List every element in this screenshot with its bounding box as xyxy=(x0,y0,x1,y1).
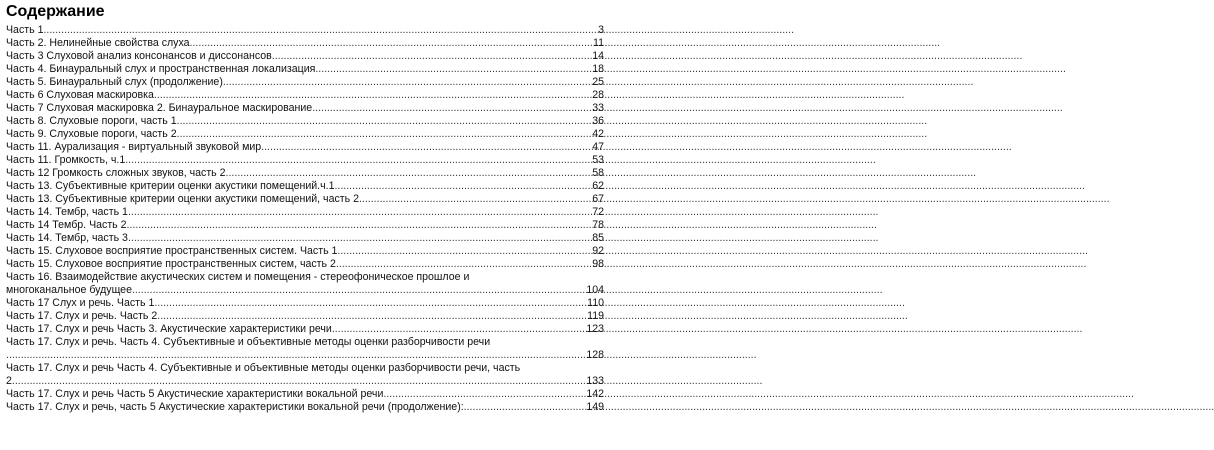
toc-page-number: 53 xyxy=(592,154,604,166)
toc-entry-text: Часть 13. Субъективные критерии оценки акустики помещений, часть 2 xyxy=(6,193,359,205)
toc-entry[interactable] xyxy=(6,167,604,180)
toc-entry-text: Часть 17. Слух и речь Часть 4. Субъективные и объективные методы оценки разборчивости речи, часть xyxy=(6,362,521,374)
toc-page-number: 28 xyxy=(592,89,604,101)
toc-entry[interactable] xyxy=(6,180,604,193)
dot-leader xyxy=(315,63,592,76)
toc-page-number: 110 xyxy=(587,297,604,309)
toc-entry[interactable] xyxy=(6,336,604,362)
toc-entry[interactable] xyxy=(6,219,604,232)
dot-leader xyxy=(127,219,592,232)
toc-entry-text: Часть 4. Бинауральный слух и пространственная локализация xyxy=(6,63,316,75)
toc-entry[interactable] xyxy=(6,297,604,310)
toc-page-number: 67 xyxy=(592,193,604,205)
toc-page-number: 25 xyxy=(592,76,604,88)
dot-leader xyxy=(332,323,586,336)
toc-entry[interactable] xyxy=(6,76,604,89)
dot-leader xyxy=(128,206,592,219)
toc-page-number: 62 xyxy=(592,180,604,192)
toc-page-number: 142 xyxy=(586,388,604,400)
toc-entry[interactable] xyxy=(6,50,604,63)
toc-page-number: 72 xyxy=(592,206,604,218)
toc-page-number: 92 xyxy=(592,245,604,257)
toc-entry-text: Часть 14 Тембр. Часть 2 xyxy=(6,219,127,231)
toc-entry[interactable] xyxy=(6,388,604,401)
toc-entry-text: Часть 15. Слуховое восприятие пространственных систем, часть 2 xyxy=(6,258,336,270)
toc-page-number: 119 xyxy=(587,310,604,322)
dot-leader xyxy=(154,297,587,310)
dot-leader xyxy=(128,232,592,245)
dot-leader xyxy=(334,180,592,193)
dot-leader xyxy=(12,375,586,388)
toc-entry-text: Часть 15. Слуховое восприятие пространственных систем. Часть 1 xyxy=(6,245,338,257)
toc-entry-text-continued: многоканальное будущее xyxy=(6,284,132,296)
dot-leader xyxy=(154,89,592,102)
dot-leader xyxy=(190,37,592,50)
toc-entry-text: Часть 17. Слух и речь. Часть 4. Субъективные и объективные методы оценки разборчивости речи xyxy=(6,336,491,348)
dot-leader xyxy=(359,193,592,206)
toc-entry-text: Часть 17. Слух и речь. Часть 2 xyxy=(6,310,158,322)
toc-entry-text: Часть 11. Аурализация - виртуальный звуковой мир xyxy=(6,141,262,153)
toc-entry-text: Часть 13. Субъективные критерии оценки акустики помещений.ч.1 xyxy=(6,180,335,192)
toc-entry-text: Часть 12 Громкость сложных звуков, часть 2 xyxy=(6,167,226,179)
dot-leader xyxy=(223,76,592,89)
toc-page-number: 133 xyxy=(586,375,604,387)
toc-entry[interactable] xyxy=(6,102,604,115)
toc-entry[interactable] xyxy=(6,401,604,414)
toc-entry-text: Часть 14. Тембр, часть 3 xyxy=(6,232,128,244)
toc-entry[interactable] xyxy=(6,362,604,388)
toc-page-number: 98 xyxy=(592,258,604,270)
dot-leader xyxy=(157,310,587,323)
dot-leader xyxy=(464,401,587,414)
toc-page-number: 123 xyxy=(586,323,604,335)
toc-entry-text: Часть 17 Слух и речь. Часть 1 xyxy=(6,297,155,309)
toc-page-number: 104 xyxy=(586,284,604,296)
toc-entry[interactable] xyxy=(6,258,604,271)
dot-leader xyxy=(43,24,592,37)
toc-entry-text: Часть 3 Слуховой анализ консонансов и диссонансов xyxy=(6,50,272,62)
toc-page-number: 58 xyxy=(592,167,604,179)
toc-page-number: 33 xyxy=(592,102,604,114)
toc-entry-text: Часть 17. Слух и речь, часть 5 Акустические характеристики вокальной речи (продолжение): xyxy=(6,401,464,413)
dot-leader xyxy=(177,115,592,128)
dot-leader xyxy=(177,128,592,141)
toc-entry-text: Часть 17. Слух и речь Часть 3. Акустические характеристики речи xyxy=(6,323,332,335)
toc-title: Содержание xyxy=(6,3,105,20)
dot-leader xyxy=(125,154,592,167)
toc-entry-text: Часть 1 xyxy=(6,24,44,36)
toc-page-number: 3 xyxy=(598,24,604,36)
toc-entry[interactable] xyxy=(6,89,604,102)
toc-entry-text-continued: 2 xyxy=(6,375,12,387)
toc-page-number: 14 xyxy=(592,50,604,62)
dot-leader xyxy=(226,167,592,180)
toc-entry[interactable] xyxy=(6,310,604,323)
toc-page-number: 36 xyxy=(592,115,604,127)
toc-page-number: 128 xyxy=(586,349,604,361)
toc-entry[interactable] xyxy=(6,37,604,50)
toc-page-number: 11 xyxy=(593,37,604,49)
toc-entry-text: Часть 2. Нелинейные свойства слуха xyxy=(6,37,190,49)
toc-page-number: 47 xyxy=(592,141,604,153)
toc-entry[interactable] xyxy=(6,128,604,141)
toc-entry-text: Часть 7 Слуховая маскировка 2. Бинауральное маскирование xyxy=(6,102,313,114)
dot-leader xyxy=(272,50,592,63)
toc-entry[interactable] xyxy=(6,271,604,297)
toc-entry-text: Часть 16. Взаимодействие акустических систем и помещения - стереофоническое прошлое и xyxy=(6,271,470,283)
toc-list xyxy=(6,24,604,414)
toc-entry[interactable] xyxy=(6,245,604,258)
toc-entry[interactable] xyxy=(6,193,604,206)
toc-entry[interactable] xyxy=(6,24,604,37)
dot-leader xyxy=(6,349,586,362)
toc-entry[interactable] xyxy=(6,206,604,219)
toc-page-number: 85 xyxy=(592,232,604,244)
table-of-contents xyxy=(6,0,604,414)
toc-entry-text: Часть 9. Слуховые пороги, часть 2 xyxy=(6,128,177,140)
toc-entry[interactable] xyxy=(6,154,604,167)
toc-entry-text: Часть 8. Слуховые пороги, часть 1 xyxy=(6,115,177,127)
toc-entry-text: Часть 14. Тембр, часть 1 xyxy=(6,206,128,218)
toc-entry-text: Часть 17. Слух и речь Часть 5 Акустические характеристики вокальной речи xyxy=(6,388,384,400)
toc-page-number: 42 xyxy=(592,128,604,140)
dot-leader xyxy=(337,245,592,258)
dot-leader xyxy=(383,388,586,401)
toc-entry[interactable] xyxy=(6,323,604,336)
dot-leader xyxy=(132,284,586,297)
dot-leader xyxy=(261,141,592,154)
toc-entry[interactable] xyxy=(6,232,604,245)
toc-page-number: 149 xyxy=(586,401,604,413)
toc-entry-text: Часть 6 Слуховая маскировка xyxy=(6,89,154,101)
toc-page-number: 18 xyxy=(592,63,604,75)
dot-leader xyxy=(312,102,592,115)
toc-entry[interactable] xyxy=(6,115,604,128)
toc-entry-text: Часть 11. Громкость, ч.1 xyxy=(6,154,126,166)
toc-entry[interactable] xyxy=(6,63,604,76)
toc-page-number: 78 xyxy=(592,219,604,231)
dot-leader xyxy=(336,258,592,271)
toc-entry-text: Часть 5. Бинауральный слух (продолжение) xyxy=(6,76,223,88)
toc-entry[interactable] xyxy=(6,141,604,154)
